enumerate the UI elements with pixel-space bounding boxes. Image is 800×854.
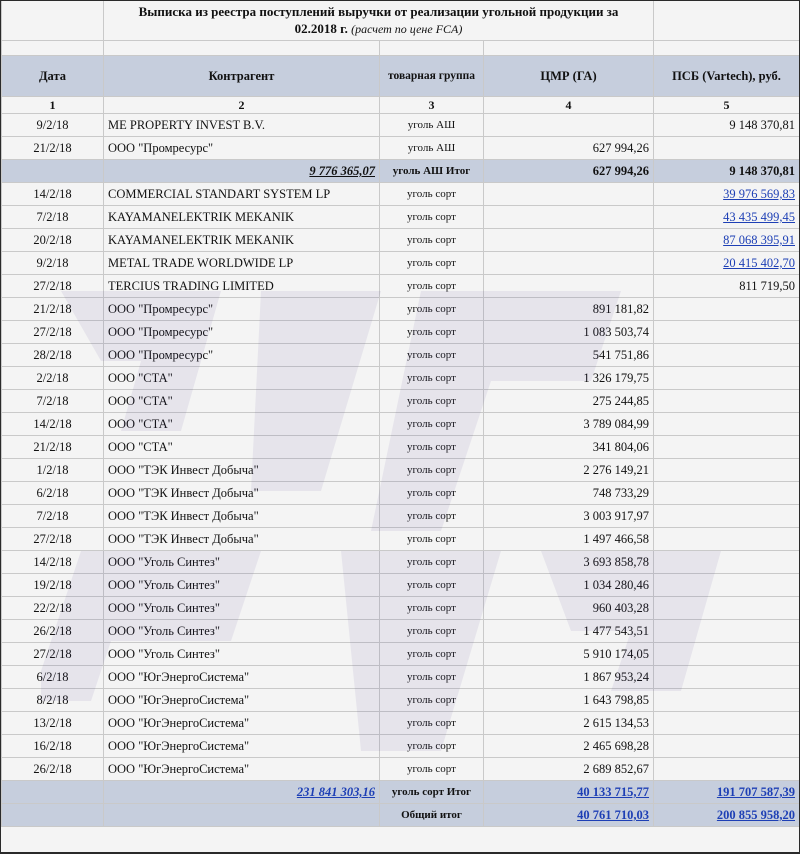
table-row [2, 114, 800, 137]
table-row [2, 551, 800, 574]
document-title: Выписка из реестра поступлений выручки от реализации угольной продукции за 02.2018 г. (расчет по цене FCA) [104, 1, 654, 41]
table-row [2, 758, 800, 781]
table-row [2, 574, 800, 597]
product-group-cell: уголь сорт [380, 413, 484, 436]
amount-link[interactable]: 200 855 958,20 [716, 808, 796, 822]
counterparty-cell: ООО "Промресурс" [104, 344, 380, 367]
product-group-cell: уголь сорт [380, 206, 484, 229]
psb-amount-cell [654, 551, 799, 574]
counterparty-cell: ООО "ЮгЭнергоСистема" [104, 689, 380, 712]
product-group-cell: уголь АШ [380, 137, 484, 160]
subtotal-label: уголь сорт Итог [380, 781, 484, 804]
counterparty-cell: ООО "Промресурс" [104, 137, 380, 160]
psb-amount-cell [654, 505, 799, 528]
product-group-cell: уголь сорт [380, 620, 484, 643]
product-group-cell: уголь сорт [380, 666, 484, 689]
total-cmr-cell: 627 994,26 [484, 160, 654, 183]
date-cell: 8/2/18 [2, 689, 104, 712]
cmr-amount-cell: 1 643 798,85 [484, 689, 654, 712]
psb-amount-cell [654, 712, 799, 735]
psb-amount-cell [654, 413, 799, 436]
psb-amount-cell: 9 148 370,81 [654, 114, 799, 137]
psb-amount-cell [654, 735, 799, 758]
cmr-amount-cell: 1 477 543,51 [484, 620, 654, 643]
counterparty-cell: ООО "Промресурс" [104, 298, 380, 321]
title-note: (расчет по цене FCA) [351, 22, 463, 36]
counterparty-cell: ООО "СТА" [104, 390, 380, 413]
counterparty-cell: ООО "СТА" [104, 367, 380, 390]
psb-amount-cell [654, 643, 799, 666]
date-cell: 6/2/18 [2, 482, 104, 505]
counterparty-cell: ООО "СТА" [104, 413, 380, 436]
product-group-cell: уголь сорт [380, 597, 484, 620]
date-cell: 21/2/18 [2, 436, 104, 459]
amount-link[interactable]: 20 415 402,70 [723, 256, 796, 270]
revenue-register-table [1, 1, 799, 827]
product-group-cell: уголь сорт [380, 252, 484, 275]
date-cell: 27/2/18 [2, 528, 104, 551]
table-row [2, 620, 800, 643]
product-group-cell: уголь сорт [380, 689, 484, 712]
cmr-amount-cell: 1 083 503,74 [484, 321, 654, 344]
counterparty-cell: ООО "ЮгЭнергоСистема" [104, 735, 380, 758]
product-group-cell: уголь сорт [380, 183, 484, 206]
table-row [2, 459, 800, 482]
date-cell: 7/2/18 [2, 505, 104, 528]
document-page [1, 1, 799, 852]
cmr-amount-cell: 5 910 174,05 [484, 643, 654, 666]
cmr-amount-cell [484, 252, 654, 275]
product-group-cell: уголь сорт [380, 712, 484, 735]
subtotal-ash-row [2, 160, 800, 183]
cmr-amount-cell [484, 206, 654, 229]
subtotal-ash-sum: 9 776 365,07 [309, 164, 375, 178]
cmr-amount-cell: 2 465 698,28 [484, 735, 654, 758]
date-cell: 28/2/18 [2, 344, 104, 367]
counterparty-cell: KAYAMANELEKTRIK MEKANIK [104, 206, 380, 229]
product-group-cell: уголь сорт [380, 505, 484, 528]
psb-amount-cell [654, 367, 799, 390]
col-header-product-group: товарная группа [380, 56, 484, 97]
psb-amount-cell [654, 321, 799, 344]
product-group-cell: уголь сорт [380, 643, 484, 666]
counterparty-cell: ООО "ТЭК Инвест Добыча" [104, 482, 380, 505]
cmr-amount-cell [484, 275, 654, 298]
grand-total-psb-cell [654, 804, 799, 827]
counterparty-cell: ООО "Уголь Синтез" [104, 643, 380, 666]
cmr-amount-cell: 2 689 852,67 [484, 758, 654, 781]
date-cell: 6/2/18 [2, 666, 104, 689]
psb-amount-cell [654, 597, 799, 620]
psb-amount-cell [654, 183, 799, 206]
col-header-cmr: ЦМР (ГА) [484, 56, 654, 97]
date-cell: 27/2/18 [2, 643, 104, 666]
table-row [2, 597, 800, 620]
psb-amount-cell [654, 758, 799, 781]
total-cmr-cell [484, 781, 654, 804]
counterparty-cell: ООО "СТА" [104, 436, 380, 459]
date-cell: 22/2/18 [2, 597, 104, 620]
grand-total-row [2, 804, 800, 827]
cmr-amount-cell: 1 326 179,75 [484, 367, 654, 390]
date-cell: 20/2/18 [2, 229, 104, 252]
psb-amount-cell [654, 689, 799, 712]
product-group-cell: уголь сорт [380, 344, 484, 367]
date-cell: 7/2/18 [2, 206, 104, 229]
cmr-amount-cell: 748 733,29 [484, 482, 654, 505]
counterparty-cell: KAYAMANELEKTRIK MEKANIK [104, 229, 380, 252]
date-cell: 7/2/18 [2, 390, 104, 413]
date-cell: 16/2/18 [2, 735, 104, 758]
counterparty-cell: ООО "ЮгЭнергоСистема" [104, 712, 380, 735]
counterparty-cell: ООО "ТЭК Инвест Добыча" [104, 459, 380, 482]
counterparty-cell: ООО "Уголь Синтез" [104, 551, 380, 574]
counterparty-cell: ООО "Промресурс" [104, 321, 380, 344]
table-row [2, 229, 800, 252]
grand-total-label: Общий итог [380, 804, 484, 827]
date-cell: 1/2/18 [2, 459, 104, 482]
table-row [2, 528, 800, 551]
counterparty-cell: ООО "Уголь Синтез" [104, 597, 380, 620]
psb-amount-cell [654, 137, 799, 160]
amount-link[interactable]: 40 133 715,77 [577, 785, 650, 799]
cmr-amount-cell: 3 789 084,99 [484, 413, 654, 436]
cmr-amount-cell: 3 003 917,97 [484, 505, 654, 528]
cmr-amount-cell [484, 114, 654, 137]
product-group-cell: уголь сорт [380, 367, 484, 390]
grand-total-cmr-cell [484, 804, 654, 827]
cmr-amount-cell: 541 751,86 [484, 344, 654, 367]
table-row [2, 206, 800, 229]
subtotal-label: уголь АШ Итог [380, 160, 484, 183]
counterparty-cell: TERCIUS TRADING LIMITED [104, 275, 380, 298]
psb-amount-cell [654, 574, 799, 597]
table-row [2, 298, 800, 321]
product-group-cell: уголь сорт [380, 758, 484, 781]
psb-amount-cell [654, 390, 799, 413]
table-row [2, 183, 800, 206]
table-row [2, 436, 800, 459]
date-cell: 27/2/18 [2, 321, 104, 344]
cmr-amount-cell [484, 183, 654, 206]
table-row [2, 712, 800, 735]
date-cell: 21/2/18 [2, 298, 104, 321]
psb-amount-cell [654, 528, 799, 551]
product-group-cell: уголь сорт [380, 459, 484, 482]
psb-amount-cell [654, 252, 799, 275]
table-row [2, 390, 800, 413]
table-row [2, 666, 800, 689]
psb-amount-cell [654, 459, 799, 482]
subtotal-sum-cell [104, 160, 380, 183]
cmr-amount-cell: 2 276 149,21 [484, 459, 654, 482]
cmr-amount-cell: 3 693 858,78 [484, 551, 654, 574]
table-row [2, 275, 800, 298]
table-row [2, 735, 800, 758]
date-cell: 14/2/18 [2, 413, 104, 436]
total-psb-cell [654, 781, 799, 804]
amount-link[interactable]: 43 435 499,45 [723, 210, 796, 224]
column-number-row: 1 2 3 4 5 [2, 97, 800, 114]
cmr-amount-cell: 1 867 953,24 [484, 666, 654, 689]
product-group-cell: уголь сорт [380, 436, 484, 459]
cmr-amount-cell: 1 034 280,46 [484, 574, 654, 597]
cmr-amount-cell: 2 615 134,53 [484, 712, 654, 735]
subtotal-sum-cell [104, 781, 380, 804]
table-row [2, 505, 800, 528]
product-group-cell: уголь сорт [380, 275, 484, 298]
psb-amount-cell [654, 666, 799, 689]
total-psb-cell: 9 148 370,81 [654, 160, 799, 183]
table-row [2, 137, 800, 160]
date-cell: 2/2/18 [2, 367, 104, 390]
cmr-amount-cell: 960 403,28 [484, 597, 654, 620]
date-cell: 13/2/18 [2, 712, 104, 735]
counterparty-cell: ООО "Уголь Синтез" [104, 574, 380, 597]
col-header-date: Дата [2, 56, 104, 97]
date-cell: 26/2/18 [2, 758, 104, 781]
product-group-cell: уголь сорт [380, 298, 484, 321]
table-row [2, 413, 800, 436]
psb-amount-cell [654, 206, 799, 229]
psb-amount-cell [654, 298, 799, 321]
col-header-counterparty: Контрагент [104, 56, 380, 97]
product-group-cell: уголь сорт [380, 528, 484, 551]
date-cell: 26/2/18 [2, 620, 104, 643]
amount-link[interactable]: 191 707 587,39 [716, 785, 796, 799]
table-row [2, 482, 800, 505]
date-cell: 27/2/18 [2, 275, 104, 298]
product-group-cell: уголь сорт [380, 574, 484, 597]
psb-amount-cell [654, 620, 799, 643]
table-row [2, 252, 800, 275]
counterparty-cell: ООО "ТЭК Инвест Добыча" [104, 505, 380, 528]
product-group-cell: уголь АШ [380, 114, 484, 137]
product-group-cell: уголь сорт [380, 551, 484, 574]
blank-row [2, 41, 800, 56]
psb-amount-cell [654, 482, 799, 505]
date-cell: 9/2/18 [2, 114, 104, 137]
product-group-cell: уголь сорт [380, 229, 484, 252]
product-group-cell: уголь сорт [380, 735, 484, 758]
cmr-amount-cell: 891 181,82 [484, 298, 654, 321]
date-cell: 21/2/18 [2, 137, 104, 160]
counterparty-cell: ME PROPERTY INVEST B.V. [104, 114, 380, 137]
cmr-amount-cell: 1 497 466,58 [484, 528, 654, 551]
counterparty-cell: ООО "ТЭК Инвест Добыча" [104, 528, 380, 551]
cmr-amount-cell: 627 994,26 [484, 137, 654, 160]
amount-link[interactable]: 231 841 303,16 [296, 785, 375, 799]
cmr-amount-cell [484, 229, 654, 252]
table-row [2, 344, 800, 367]
date-cell: 19/2/18 [2, 574, 104, 597]
counterparty-cell: ООО "ЮгЭнергоСистема" [104, 758, 380, 781]
cmr-amount-cell: 275 244,85 [484, 390, 654, 413]
amount-link[interactable]: 40 761 710,03 [577, 808, 650, 822]
header-row [2, 56, 800, 97]
psb-amount-cell [654, 229, 799, 252]
title-row [2, 1, 800, 41]
product-group-cell: уголь сорт [380, 321, 484, 344]
date-cell: 9/2/18 [2, 252, 104, 275]
table-row [2, 321, 800, 344]
amount-link[interactable]: 87 068 395,91 [723, 233, 796, 247]
cmr-amount-cell: 341 804,06 [484, 436, 654, 459]
counterparty-cell: ООО "Уголь Синтез" [104, 620, 380, 643]
psb-amount-cell: 811 719,50 [654, 275, 799, 298]
amount-link[interactable]: 39 976 569,83 [723, 187, 796, 201]
counterparty-cell: METAL TRADE WORLDWIDE LP [104, 252, 380, 275]
table-row [2, 689, 800, 712]
psb-amount-cell [654, 344, 799, 367]
col-header-psb: ПСБ (Vartech), руб. [654, 56, 799, 97]
psb-amount-cell [654, 436, 799, 459]
date-cell: 14/2/18 [2, 551, 104, 574]
counterparty-cell: COMMERCIAL STANDART SYSTEM LP [104, 183, 380, 206]
product-group-cell: уголь сорт [380, 482, 484, 505]
counterparty-cell: ООО "ЮгЭнергоСистема" [104, 666, 380, 689]
table-row [2, 367, 800, 390]
table-row [2, 643, 800, 666]
date-cell: 14/2/18 [2, 183, 104, 206]
product-group-cell: уголь сорт [380, 390, 484, 413]
subtotal-sort-row [2, 781, 800, 804]
